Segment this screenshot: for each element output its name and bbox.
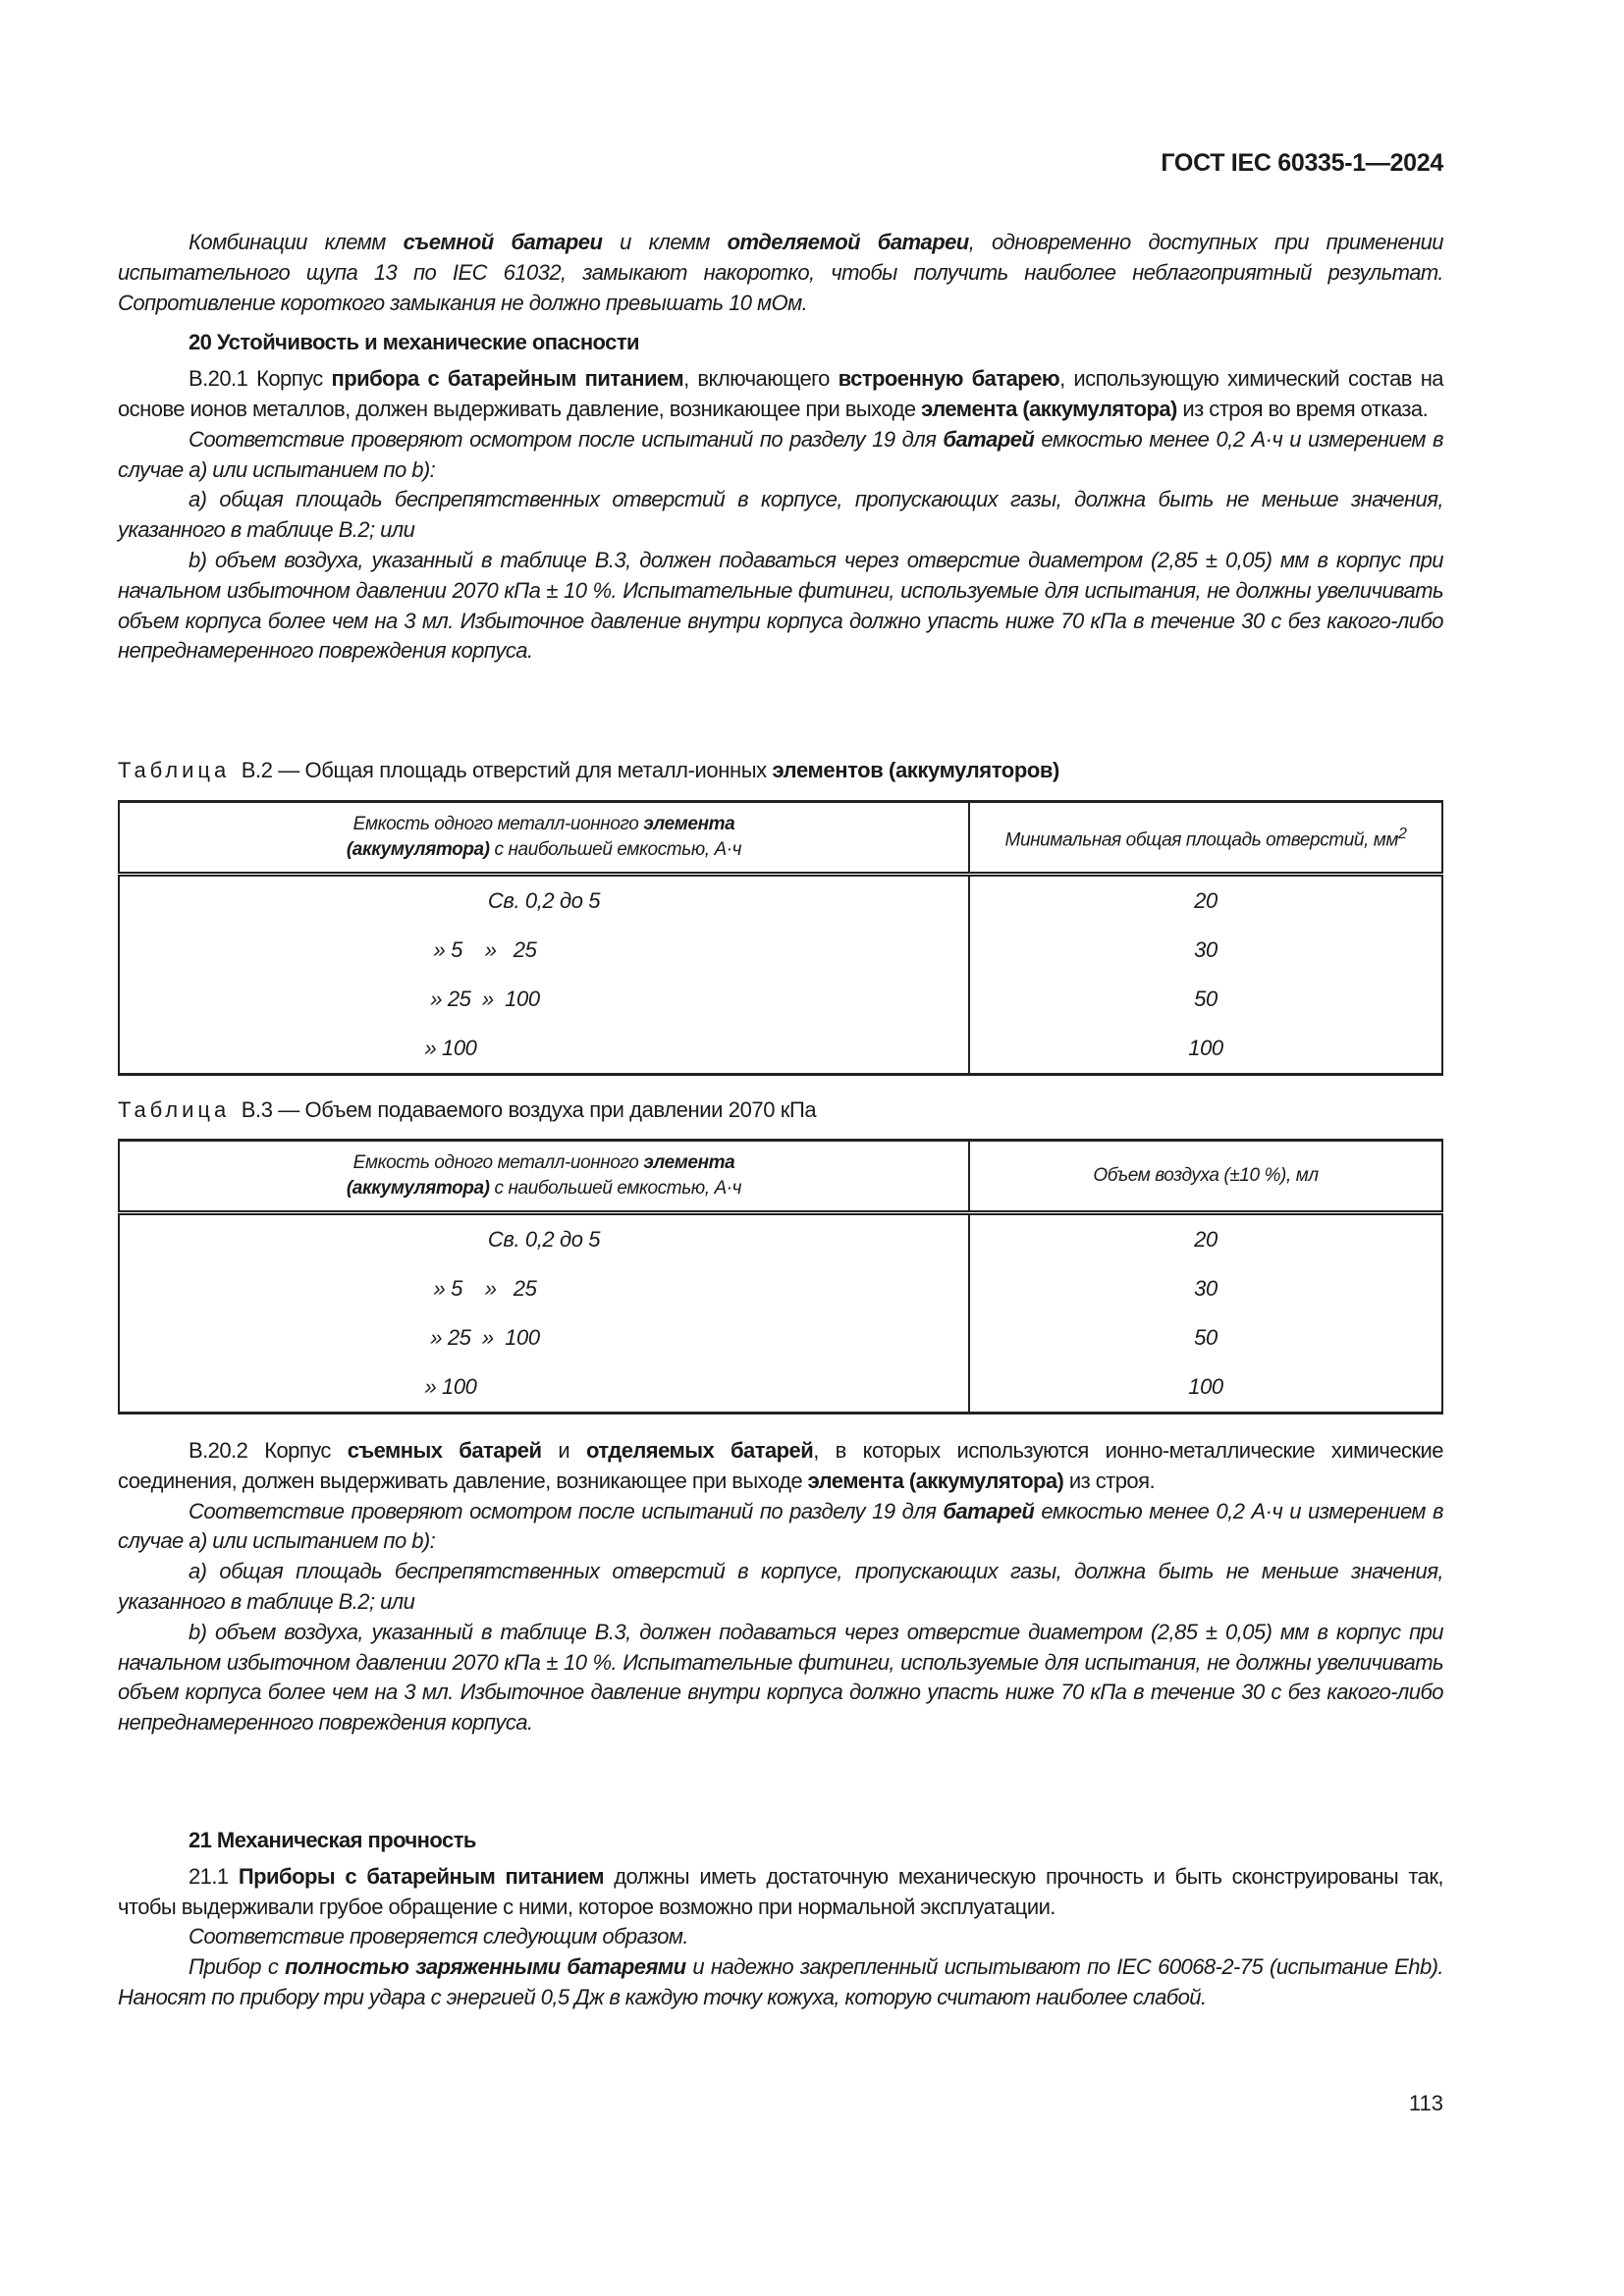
text-run: 20 Устойчивость и механические опасности (189, 330, 640, 355)
capacity-cell: Св. 0,2 до 5 (119, 1213, 969, 1265)
capacity-cell: » 25 » 100 (119, 975, 969, 1024)
table-row (119, 1213, 1442, 1265)
text-run: Прибор с (189, 1954, 286, 1980)
p-21-1 (118, 1862, 1443, 1923)
table-header-row (119, 802, 1442, 875)
text-run: 21 Механическая прочность (189, 1828, 476, 1852)
value-cell: 50 (969, 1313, 1442, 1362)
section-battery-terminals-and-20 (118, 228, 1443, 667)
caption-text: B.3 — Объем подаваемого воздуха при давлении 2070 кПа (241, 1097, 817, 1122)
document-header: ГОСТ IEC 60335-1—2024 (1161, 149, 1443, 177)
table-row (119, 975, 1442, 1024)
bold-term: элемента (аккумулятора) (921, 396, 1177, 421)
capacity-cell: » 100 (119, 1362, 969, 1414)
heading-21 (118, 1826, 1443, 1856)
value-cell: 100 (969, 1362, 1442, 1414)
p-b20-2-compliance (118, 1497, 1443, 1558)
text-run: а) общая площадь беспрепятственных отверстий в корпусе, пропускающих газы, должна быть не меньше значения, указанного в таблице B.2; или (118, 487, 1443, 543)
text-run: и (541, 1438, 586, 1463)
p-b20-2-b (118, 1618, 1443, 1738)
text-run: и надежно закрепленный испытывают по IEC 60068-2-75 (испытание Ehb). Наносят по прибору три удара с энергией 0,5 Дж в каждую точку кожуха, которую считают наиболее слабой. (118, 1954, 1443, 2009)
capacity-cell: Св. 0,2 до 5 (119, 875, 969, 927)
p-b20-1-b (118, 546, 1443, 667)
section-21 (118, 1816, 1443, 2013)
text-run: и клемм (602, 230, 728, 254)
table-b2 (118, 800, 1443, 1076)
text-run: емкостью менее 0,2 А·ч и измерением в случае а) или испытанием по b): (118, 1498, 1443, 1554)
value-cell: 20 (969, 1213, 1442, 1265)
section-b20-2 (118, 1436, 1443, 1738)
heading-20 (118, 328, 1443, 358)
table-row (119, 1362, 1442, 1414)
table-b3-caption (118, 1097, 816, 1123)
bold-term: батарей (943, 1498, 1035, 1523)
bold-term: отделяемой батареи (727, 230, 969, 254)
table-b2-caption (118, 758, 1059, 783)
text-run: , в которых используются ионно-металлические химические соединения, должен выдерживать давление, возникающее при выходе (118, 1438, 1443, 1493)
text-run: Соответствие проверяется следующим образом. (189, 1924, 688, 1949)
bold-term: отделяемых батарей (586, 1438, 814, 1463)
text-run: Соответствие проверяют осмотром после испытаний по разделу 19 для (189, 1498, 944, 1523)
header-bold: элемента (643, 1152, 735, 1173)
superscript: 2 (1398, 825, 1407, 842)
p-b20-1-a (118, 485, 1443, 546)
p-b20-1 (118, 364, 1443, 425)
bold-term: батарей (943, 426, 1035, 452)
p-b20-2-a (118, 1557, 1443, 1618)
text-run: b) объем воздуха, указанный в таблице B.3, должен подаваться через отверстие диаметром (2,85 ± 0,05) мм в корпус при начальном избыточном давлении 2070 кПа ± 10 %. Испытательные фитинги, используемые для испытания, не должны увеличивать объем корпуса более чем на 3 мл. Избыточное давление внутри корпуса должно упасть ниже 70 кПа в течение 30 с без какого-либо непреднамеренного повреждения корпуса. (118, 547, 1443, 664)
column-header-area (969, 802, 1442, 875)
bold-term: съемной батареи (403, 230, 603, 254)
text-run: , одновременно доступных при применении испытательного щупа 13 по IEC 61032, замыкают накоротко, чтобы получить наиболее неблагоприятный результат. Сопротивление короткого замыкания не должно превышать 10 мОм. (118, 230, 1443, 315)
table-row (119, 1264, 1442, 1313)
table-row (119, 926, 1442, 975)
text-run: должны иметь достаточную механическую прочность и быть сконструированы так, чтобы выдерживали грубое обращение с ними, которое возможно при нормальной эксплуатации. (118, 1863, 1443, 1919)
table-row (119, 875, 1442, 927)
table-header-row (119, 1141, 1442, 1213)
text-run: из строя во время отказа. (1176, 396, 1429, 421)
table-b3 (118, 1139, 1443, 1415)
p-b20-1-compliance (118, 425, 1443, 486)
p-terminals (118, 228, 1443, 318)
value-cell: 50 (969, 975, 1442, 1024)
header-text: Емкость одного металл-ионного (352, 1152, 644, 1173)
text-run: а) общая площадь беспрепятственных отверстий в корпусе, пропускающих газы, должна быть не меньше значения, указанного в таблице B.2; или (118, 1559, 1443, 1614)
header-text: Емкость одного металл-ионного (352, 814, 644, 834)
header-text: с наибольшей емкостью, А·ч (489, 1178, 742, 1199)
table-row (119, 1313, 1442, 1362)
header-text: с наибольшей емкостью, А·ч (489, 839, 742, 860)
bold-term: встроенную батарею (838, 366, 1060, 392)
header-text: Минимальная общая площадь отверстий, мм (1004, 829, 1399, 851)
text-run: , включающего (683, 366, 839, 392)
capacity-cell: » 100 (119, 1024, 969, 1075)
text-run: Соответствие проверяют осмотром после испытаний по разделу 19 для (189, 426, 944, 452)
caption-bold: элементов (аккумуляторов) (772, 758, 1059, 782)
header-bold: элемента (643, 814, 735, 834)
text-run: 21.1 (189, 1863, 239, 1889)
header-text: Объем воздуха (±10 %), мл (1093, 1165, 1319, 1186)
table-word: Таблица (118, 758, 231, 782)
bold-term: элемента (аккумулятора) (807, 1468, 1064, 1493)
text-run: B.20.2 Корпус (189, 1438, 348, 1463)
bold-term: съемных батарей (347, 1438, 542, 1463)
column-header-capacity (119, 802, 969, 875)
column-header-air-volume (969, 1141, 1442, 1213)
p-b20-2 (118, 1436, 1443, 1497)
column-header-capacity (119, 1141, 969, 1213)
text-run: B.20.1 Корпус (189, 366, 332, 392)
caption-text: B.2 — Общая площадь отверстий для металл-ионных (241, 758, 773, 782)
table-word: Таблица (118, 1097, 231, 1122)
text-run: , использующую химический состав на основе ионов металлов, должен выдерживать давление, возникающее при выходе (118, 366, 1443, 421)
text-run: из строя. (1063, 1468, 1156, 1493)
table-row (119, 1024, 1442, 1075)
capacity-cell: » 25 » 100 (119, 1313, 969, 1362)
text-run: емкостью менее 0,2 А·ч и измерением в случае а) или испытанием по b): (118, 426, 1443, 482)
bold-term: прибора с батарейным питанием (331, 366, 684, 392)
header-bold: (аккумулятора) (346, 1178, 490, 1199)
value-cell: 30 (969, 1264, 1442, 1313)
bold-term: Приборы с батарейным питанием (238, 1863, 604, 1889)
page-number: 113 (1408, 2091, 1443, 2115)
p-21-1-compliance (118, 1922, 1443, 1952)
value-cell: 100 (969, 1024, 1442, 1075)
value-cell: 30 (969, 926, 1442, 975)
value-cell: 20 (969, 875, 1442, 927)
bold-term: полностью заряженными батареями (285, 1954, 686, 1980)
capacity-cell: » 5 » 25 (119, 1264, 969, 1313)
text-run: b) объем воздуха, указанный в таблице B.3, должен подаваться через отверстие диаметром (2,85 ± 0,05) мм в корпус при начальном избыточном давлении 2070 кПа ± 10 %. Испытательные фитинги, используемые для испытания, не должны увеличивать объем корпуса более чем на 3 мл. Избыточное давление внутри корпуса должно упасть ниже 70 кПа в течение 30 с без какого-либо непреднамеренного повреждения корпуса. (118, 1619, 1443, 1735)
p-21-1-test (118, 1952, 1443, 2013)
header-bold: (аккумулятора) (346, 839, 490, 860)
text-run: Комбинации клемм (189, 230, 404, 254)
capacity-cell: » 5 » 25 (119, 926, 969, 975)
